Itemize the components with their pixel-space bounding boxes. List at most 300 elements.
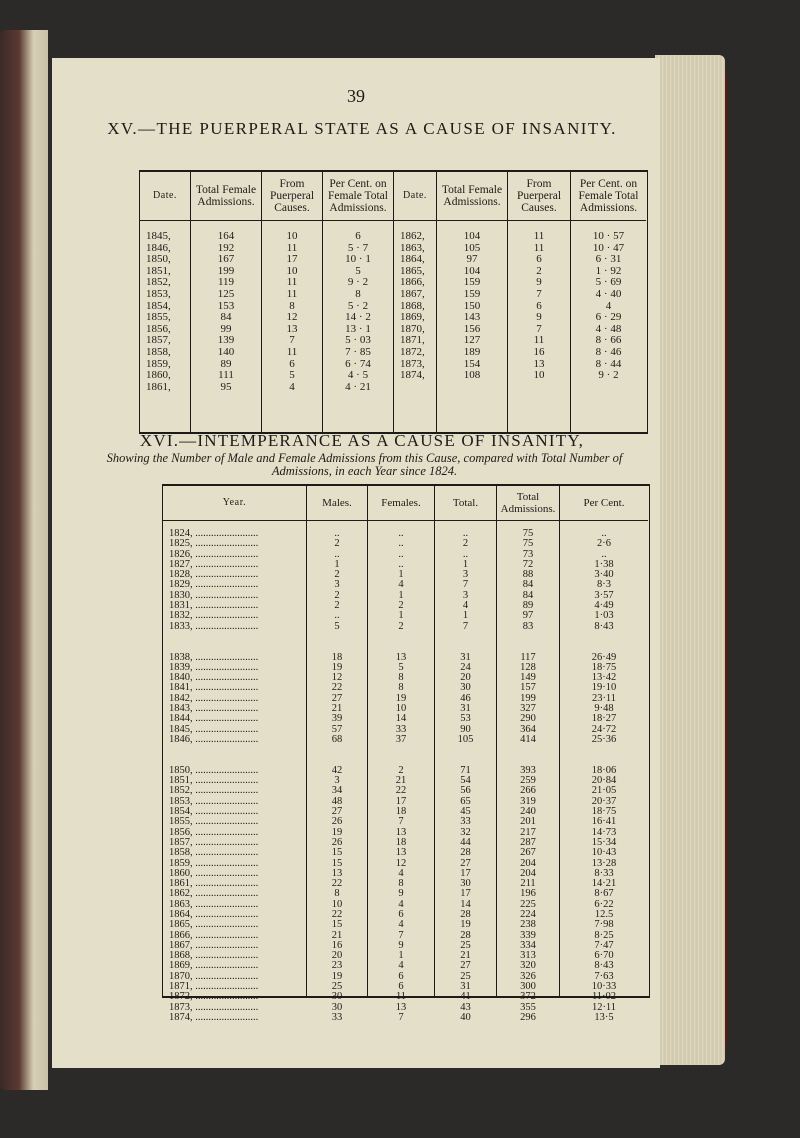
cell: 17 (460, 868, 471, 879)
leader-dots: ........................ (192, 652, 259, 663)
cell: 31 (460, 704, 471, 715)
cell: 1846, (146, 241, 171, 254)
cell: 10·33 (591, 982, 617, 993)
cell: 19 (460, 920, 471, 931)
cell: 139 (217, 334, 235, 347)
cell: 73 (522, 549, 534, 560)
group-gap (560, 632, 648, 642)
col-males (307, 486, 368, 1023)
cell: 97 (522, 611, 534, 622)
cell: 3·57 (594, 590, 614, 601)
cell: 10 · 47 (592, 241, 625, 254)
cell: 364 (520, 724, 536, 735)
cell: 1867, ........................ (169, 940, 259, 951)
group-gap (560, 745, 648, 755)
cell: 10 (286, 264, 298, 277)
cell: 3 (462, 570, 469, 581)
cell: 1861, (146, 380, 171, 393)
cell: 10 (286, 230, 298, 242)
cell: 10 · 1 (345, 253, 371, 266)
cell: 32 (460, 827, 471, 838)
cell: 18·75 (591, 807, 617, 818)
cell: 19 (331, 971, 343, 982)
cell: 1863, ........................ (169, 899, 259, 910)
leader-dots: ........................ (192, 940, 259, 951)
col-admissions (497, 486, 560, 1023)
cell: 319 (520, 796, 536, 807)
leader-dots: ........................ (192, 662, 259, 673)
cell: 65 (460, 796, 471, 807)
cell: 30 (331, 1002, 343, 1013)
cell: 1854, (146, 299, 171, 312)
cell: 1868, ........................ (169, 951, 259, 962)
cell: 259 (520, 776, 536, 787)
cell: 8 · 46 (595, 345, 622, 358)
cell: 10·43 (591, 848, 617, 859)
cell: 159 (463, 287, 481, 300)
cell: 28 (460, 930, 471, 941)
cell: 8 (398, 879, 404, 890)
cell: 1862, ........................ (169, 889, 259, 900)
cell: 7 (462, 580, 469, 591)
cell: 1829, ........................ (169, 580, 259, 591)
cell: 18·75 (591, 662, 617, 673)
cell: 149 (520, 673, 536, 684)
cell: 224 (520, 909, 536, 920)
cell: 15 (331, 858, 343, 869)
cell: 99 (220, 322, 232, 335)
group-gap (368, 632, 434, 642)
cell: 150 (463, 299, 481, 312)
cell: 5 (289, 369, 295, 382)
cell: 8·43 (594, 961, 614, 972)
cell: 153 (217, 299, 235, 312)
cell: 14·73 (591, 827, 617, 838)
cell: 12.5 (594, 909, 614, 920)
cell: 127 (463, 334, 481, 347)
cell: 13 · 1 (345, 322, 371, 335)
total-list (435, 529, 496, 1023)
header-percent: Per Cent. (560, 486, 648, 521)
cell: 11 (533, 334, 545, 347)
cell: 4 · 21 (345, 380, 371, 393)
cell: 7·63 (594, 971, 614, 982)
group-gap (307, 632, 367, 642)
cell: 2 (398, 601, 404, 612)
cell: 39 (331, 714, 343, 725)
cell: 1845, (146, 230, 171, 242)
cell: .. (334, 529, 340, 539)
cell: 9 (536, 276, 542, 289)
cell: 313 (520, 951, 536, 962)
cell: 104 (463, 264, 481, 277)
leader-dots: ........................ (192, 559, 259, 570)
cell: 37 (395, 734, 407, 745)
cell: 40 (460, 1012, 471, 1023)
cell: 1852, ........................ (169, 786, 259, 797)
cell: 7·47 (594, 940, 614, 951)
book-page (52, 58, 660, 1068)
leader-dots: ........................ (192, 724, 259, 735)
cell: 296 (520, 1012, 536, 1023)
cell: 267 (520, 848, 536, 859)
cell: 8·33 (594, 868, 614, 879)
cell: 117 (520, 652, 536, 663)
cell: 1863, (400, 241, 425, 254)
cell: 27 (460, 961, 471, 972)
cell: 19 (395, 693, 407, 704)
cell: 8 (334, 889, 340, 900)
header-females: Females. (368, 486, 434, 521)
cell: 15·34 (591, 837, 617, 848)
cell: 355 (520, 1002, 536, 1013)
percent-list (560, 529, 648, 1023)
cell: 1825, ........................ (169, 539, 259, 550)
cell: 27 (331, 807, 343, 818)
cell: 10 (533, 369, 545, 382)
cell: 1865, (400, 264, 425, 277)
cell: 14·21 (591, 879, 617, 890)
cell: 10 (395, 704, 407, 715)
cell: 21 (331, 930, 343, 941)
cell: 18 (395, 837, 407, 848)
cell: 204 (520, 858, 536, 869)
cell: 4 (289, 380, 295, 393)
cell: 31 (460, 982, 471, 993)
cell: 119 (217, 276, 235, 289)
cell: 25 (460, 971, 471, 982)
cell: 1·03 (594, 611, 614, 622)
cell: 1865, ........................ (169, 920, 259, 931)
cell: 19 (331, 827, 343, 838)
cell: 1839, ........................ (169, 662, 259, 673)
cell: 1841, ........................ (169, 683, 259, 694)
cell: 24·72 (591, 724, 617, 735)
cell: 7 (289, 334, 295, 347)
table-puerperal (139, 170, 648, 434)
book-binding (0, 30, 48, 1090)
leader-dots: ........................ (192, 683, 259, 694)
leader-dots: ........................ (192, 601, 259, 612)
cell: 339 (520, 930, 536, 941)
cell: 4 · 48 (595, 322, 622, 335)
leader-dots: ........................ (192, 765, 259, 776)
leader-dots: ........................ (192, 868, 259, 879)
cell: 5 · 03 (345, 334, 371, 347)
cell: .. (601, 549, 607, 560)
cell: 89 (522, 601, 534, 612)
cell: 1869, (400, 311, 425, 324)
cell: 97 (466, 253, 478, 266)
group-gap (497, 642, 559, 652)
cell: 19 (331, 662, 343, 673)
group-gap (307, 756, 367, 766)
cell: 5 (398, 662, 404, 673)
group-gap (169, 642, 306, 652)
cell: 1859, (146, 357, 171, 370)
cell: 17 (460, 889, 471, 900)
cell: 1 (334, 559, 340, 570)
cell: 11 (286, 241, 298, 254)
leader-dots: ........................ (192, 909, 259, 920)
cell: 21 (331, 704, 343, 715)
cell: 11 (286, 276, 298, 289)
cell: 17 (286, 253, 298, 266)
cell: 189 (463, 345, 481, 358)
cell: 1845, ........................ (169, 724, 259, 735)
cell: 6 · 31 (595, 253, 622, 266)
cell: 1850, ........................ (169, 765, 259, 776)
cell: 6 · 74 (345, 357, 371, 370)
cell: 334 (520, 940, 536, 951)
leader-dots: ........................ (192, 549, 259, 560)
cell: 1860, ........................ (169, 868, 259, 879)
group-gap (560, 642, 648, 652)
leader-dots: ........................ (192, 693, 259, 704)
cell: 1873, ........................ (169, 1002, 259, 1013)
cell: 95 (220, 380, 232, 393)
cell: 13·28 (591, 858, 617, 869)
year-list (140, 231, 190, 393)
leader-dots: ........................ (192, 961, 259, 972)
cell: 1842, ........................ (169, 693, 259, 704)
cell: 1843, ........................ (169, 704, 259, 715)
cell: 24 (460, 662, 471, 673)
cell: 1·38 (594, 559, 614, 570)
leader-dots: ........................ (192, 611, 259, 622)
group-gap (435, 745, 496, 755)
cell: 6·22 (594, 899, 614, 910)
cell: 192 (217, 241, 235, 254)
group-gap (435, 642, 496, 652)
cell: 20·84 (591, 776, 617, 787)
cell: 196 (520, 889, 536, 900)
total-list (191, 231, 261, 393)
cell: 1828, ........................ (169, 570, 259, 581)
males-list (307, 529, 367, 1023)
percent-list-right (571, 231, 646, 382)
cell: 1870, (400, 322, 425, 335)
cell: 75 (522, 539, 534, 550)
table16-subtitle: Showing the Number of Male and Female Admissions from this Cause, compared with Total Number of Admissions, in each Year since 1824. (106, 451, 623, 478)
col-puerperal-left (262, 172, 323, 432)
cell: 2 (398, 621, 404, 632)
cell: .. (334, 611, 340, 622)
group-gap (169, 632, 306, 642)
females-list (368, 529, 434, 1023)
cell: 5 · 69 (595, 276, 622, 289)
cell: 11·02 (591, 992, 617, 1003)
cell: 1874, (400, 369, 425, 382)
cell: 53 (460, 714, 471, 725)
cell: 2 (398, 765, 404, 776)
cell: 84 (220, 311, 232, 324)
cell: 2 (462, 539, 469, 550)
leader-dots: ........................ (192, 714, 259, 725)
cell: 1851, (146, 264, 171, 277)
cell: 8 (289, 299, 295, 312)
cell: .. (398, 549, 404, 560)
cell: 83 (522, 621, 534, 632)
cell: 16 (533, 345, 545, 358)
cell: 25·36 (591, 734, 617, 745)
cell: 33 (331, 1012, 343, 1023)
cell: 3 (462, 590, 469, 601)
cell: 1853, (146, 287, 171, 300)
cell: 1858, (146, 345, 171, 358)
cell: 105 (463, 241, 481, 254)
cell: 3 (334, 776, 340, 787)
col-total-right (437, 172, 508, 432)
percent-list (323, 231, 393, 393)
leader-dots: ........................ (192, 1002, 259, 1013)
cell: 1864, (400, 253, 425, 266)
cell: 16 (331, 940, 343, 951)
cell: 1833, ........................ (169, 621, 259, 632)
cell: 10 · 57 (592, 230, 625, 242)
cell: 10 (331, 899, 343, 910)
cell: 290 (520, 714, 536, 725)
group-gap (435, 632, 496, 642)
cell: 12·11 (591, 1002, 617, 1013)
cell: 57 (331, 724, 343, 735)
col-puerperal-right (508, 172, 571, 432)
page-number: 39 (347, 86, 365, 106)
header-percent-right: Per Cent. on Female Total Admissions. (571, 172, 646, 221)
table-intemperance (162, 484, 650, 1023)
cell: 4 (398, 899, 404, 910)
cell: 1851, ........................ (169, 776, 259, 787)
cell: 2 (334, 570, 340, 581)
table15-title: XV.—THE PUERPERAL STATE AS A CAUSE OF INSANITY. (107, 119, 617, 138)
header-admissions: Total Admissions. (497, 486, 559, 521)
cell: 13 (331, 868, 343, 879)
cell: 4 · 40 (595, 287, 622, 300)
cell: 1871, (400, 334, 425, 347)
cell: 11 (533, 241, 545, 254)
cell: 8 (398, 673, 404, 684)
cell: 44 (460, 837, 471, 848)
cell: 26 (331, 817, 343, 828)
cell: 159 (463, 276, 481, 289)
leader-dots: ........................ (192, 704, 259, 715)
cell: 2 (334, 539, 340, 550)
cell: 22 (395, 786, 407, 797)
cell: 240 (520, 807, 536, 818)
leader-dots: ........................ (192, 951, 259, 962)
cell: 13 (395, 827, 407, 838)
cell: 41 (460, 992, 471, 1003)
leader-dots: ........................ (192, 570, 259, 581)
cell: 18 (395, 807, 407, 818)
cell: 15 (331, 920, 343, 931)
cell: 27 (331, 693, 343, 704)
leader-dots: ........................ (192, 971, 259, 982)
cell: 8 (398, 683, 404, 694)
puerperal-list-right (508, 231, 570, 382)
cell: 1873, (400, 357, 425, 370)
cell: 28 (460, 848, 471, 859)
cell: 1855, (146, 311, 171, 324)
cell: 42 (331, 765, 343, 776)
leader-dots: ........................ (192, 930, 259, 941)
cell: 1 (462, 559, 469, 570)
cell: 48 (331, 796, 343, 807)
cell: 88 (522, 570, 534, 581)
cell: 1832, ........................ (169, 611, 259, 622)
cell: 3 (334, 580, 340, 591)
leader-dots: ........................ (192, 889, 259, 900)
cell: 28 (460, 909, 471, 920)
cell: 9 (536, 311, 542, 324)
cell: 13 (395, 1002, 407, 1013)
cell: 20 (331, 951, 343, 962)
header-percent: Per Cent. on Female Total Admissions. (323, 172, 393, 221)
group-gap (497, 745, 559, 755)
cell: 1 (398, 570, 404, 581)
cell: 23·11 (591, 693, 617, 704)
cell: 1824, ........................ (169, 529, 259, 539)
leader-dots: ........................ (192, 673, 259, 684)
cell: .. (334, 549, 340, 560)
cell: 11 (286, 287, 298, 300)
header-total: Total. (435, 486, 496, 521)
cell: 6 (398, 982, 404, 993)
cell: 90 (460, 724, 471, 735)
cell: 1 · 92 (595, 264, 622, 277)
cell: 4 (398, 961, 404, 972)
cell: 1874, ........................ (169, 1012, 259, 1023)
cell: 1868, (400, 299, 425, 312)
leader-dots: ........................ (192, 920, 259, 931)
cell: 7 (462, 621, 469, 632)
cell: 4 · 5 (347, 369, 369, 382)
cell: 84 (522, 590, 534, 601)
cell: 5 · 2 (347, 299, 369, 312)
cell: 1844, ........................ (169, 714, 259, 725)
leader-dots: ........................ (192, 858, 259, 869)
cell: 34 (331, 786, 343, 797)
group-gap (368, 756, 434, 766)
cell: 9·48 (594, 704, 614, 715)
cell: 12 (286, 311, 298, 324)
leader-dots: ........................ (192, 590, 259, 601)
cell: 8 · 44 (595, 357, 622, 370)
page-stack (655, 55, 725, 1065)
cell: 1 (398, 611, 404, 622)
cell: 84 (522, 580, 534, 591)
cell: 22 (331, 683, 343, 694)
cell: 8 · 66 (595, 334, 622, 347)
cell: 7 (398, 1012, 404, 1023)
cell: 15 (331, 848, 343, 859)
cell: 1840, ........................ (169, 673, 259, 684)
cell: 1856, (146, 322, 171, 335)
cell: 23 (331, 961, 343, 972)
cell: 5 (334, 621, 340, 632)
cell: 217 (520, 827, 536, 838)
cell: 13 (533, 357, 545, 370)
header-puerperal-right: From Puerperal Causes. (508, 172, 570, 221)
cell: 75 (522, 529, 534, 539)
cell: 266 (520, 786, 536, 797)
cell: 4 (605, 299, 612, 312)
cell: 211 (520, 879, 536, 890)
cell: 372 (520, 992, 536, 1003)
cell: 1856, ........................ (169, 827, 259, 838)
cell: 7 (536, 287, 542, 300)
col-percent-left (323, 172, 394, 432)
